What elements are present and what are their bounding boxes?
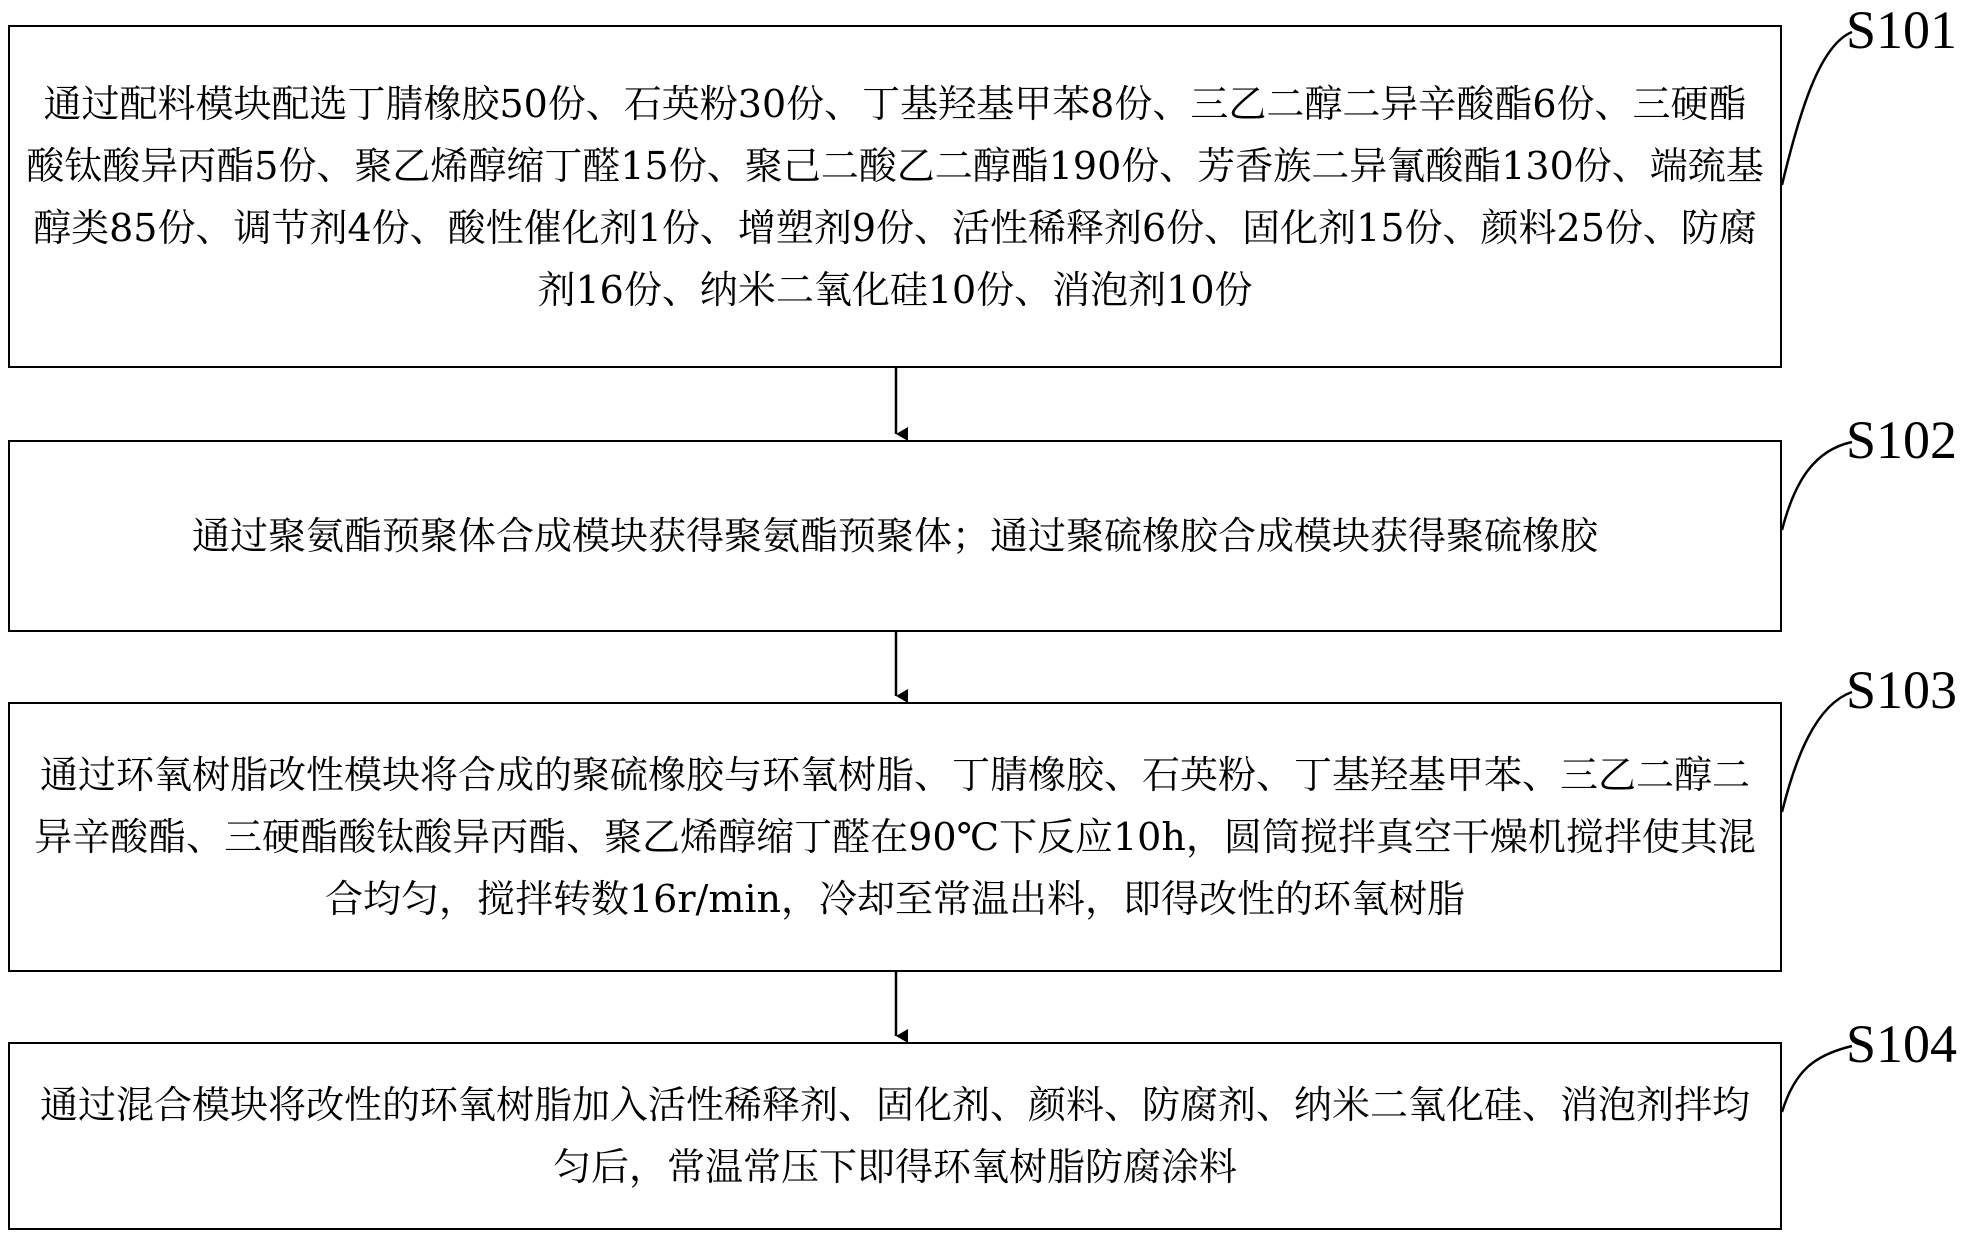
step-label-s104: S104	[1846, 1014, 1958, 1074]
step-text-s102: 通过聚氨酯预聚体合成模块获得聚氨酯预聚体；通过聚硫橡胶合成模块获得聚硫橡胶	[191, 514, 1598, 558]
step-label-s103: S103	[1846, 660, 1958, 720]
step-text-s104: 通过混合模块将改性的环氧树脂加入活性稀释剂、固化剂、颜料、防腐剂、纳米二氧化硅、消泡剂拌均匀后，常温常压下即得环氧树脂防腐涂料	[39, 1083, 1750, 1189]
step-box-s103	[8, 702, 1782, 972]
step-text-s101: 通过配料模块配选丁腈橡胶50份、石英粉30份、丁基羟基甲苯8份、三乙二醇二异辛酸酯6份、三硬酯酸钛酸异丙酯5份、聚乙烯醇缩丁醛15份、聚己二酸乙二醇酯190份、芳香族二异氰酸酯130份、端巯基醇类85份、调节剂4份、酸性催化剂1份、增塑剂9份、活性稀释剂6份、固化剂15份、颜料25份、防腐剂16份、纳米二氧化硅10份、消泡剂10份	[26, 81, 1764, 312]
step-box-s104	[8, 1042, 1782, 1230]
leader-line-s104	[1782, 1046, 1852, 1112]
step-box-s102	[8, 440, 1782, 632]
leader-line-s103	[1782, 692, 1852, 812]
step-label-s102: S102	[1846, 410, 1958, 470]
step-box-s101	[8, 25, 1782, 368]
step-label-s101: S101	[1846, 0, 1958, 60]
leader-line-s102	[1782, 442, 1852, 530]
leader-line-s101	[1782, 32, 1852, 185]
step-text-s103: 通过环氧树脂改性模块将合成的聚硫橡胶与环氧树脂、丁腈橡胶、石英粉、丁基羟基甲苯、三乙二醇二异辛酸酯、三硬酯酸钛酸异丙酯、聚乙烯醇缩丁醛在90℃下反应10h，圆筒搅拌真空干燥机搅拌使其混合均匀，搅拌转数16r/min，冷却至常温出料，即得改性的环氧树脂	[34, 753, 1756, 921]
